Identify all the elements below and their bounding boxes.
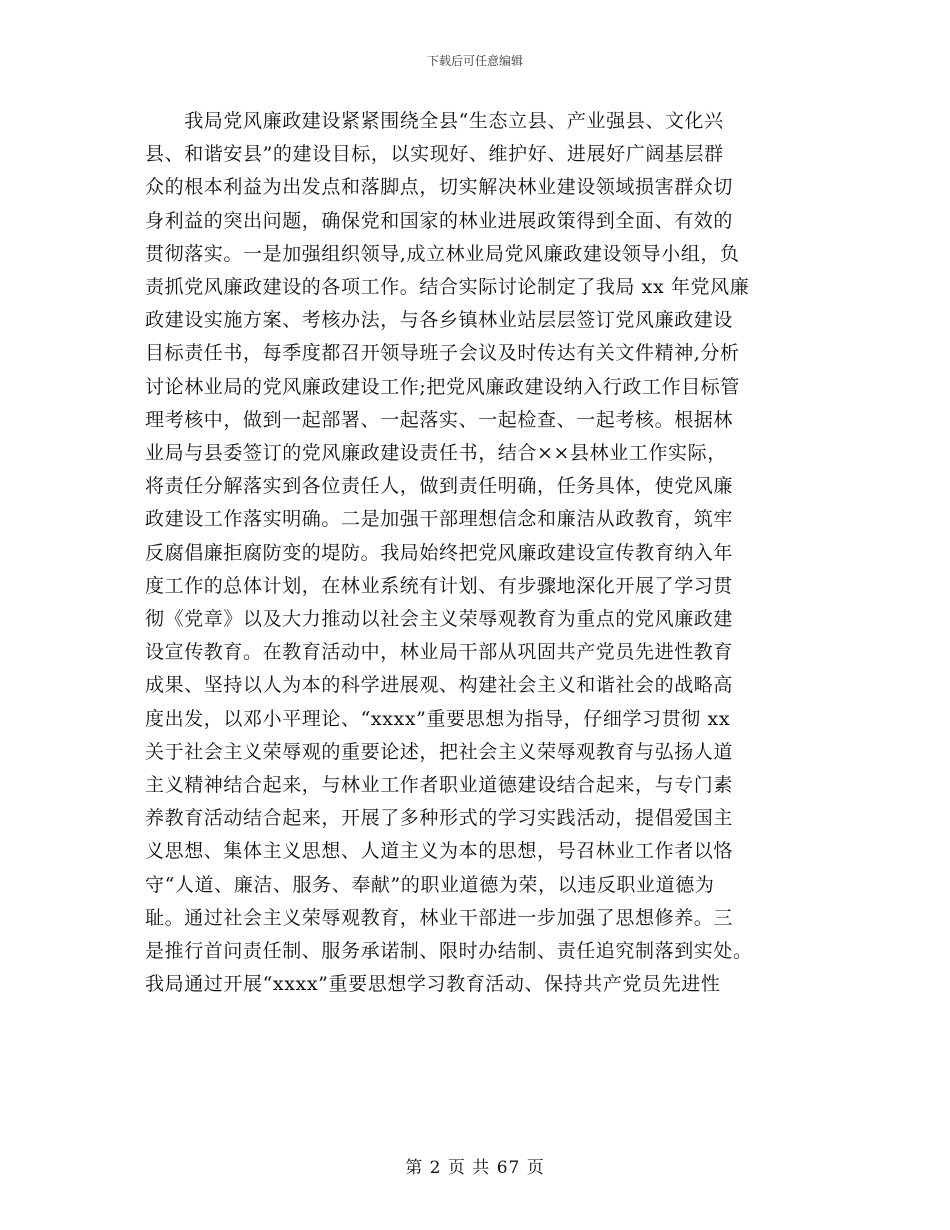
body-line: 目标责任书，每季度都召开领导班子会议及时传达有关文件精神,分析 [145, 342, 740, 365]
body-line: 反腐倡廉拒腐防变的堤防。我局始终把党风廉政建设宣传教育纳入年 [145, 541, 734, 564]
body-line: 身利益的突出问题，确保党和国家的林业进展政策得到全面、有效的 [145, 209, 734, 232]
body-line: 业局与县委签订的党风廉政建设责任书，结合××县林业工作实际， [145, 442, 727, 465]
body-line: 是推行首问责任制、服务承诺制、限时办结制、责任追究制落到实处。 [145, 940, 753, 963]
page-number-footer: 第 2 页 共 67 页 [405, 1158, 545, 1178]
body-line: 成果、坚持以人为本的科学进展观、构建社会主义和谐社会的战略高 [145, 674, 734, 697]
body-line: 政建设工作落实明确。二是加强干部理想信念和廉洁从政教育，筑牢 [145, 508, 734, 531]
body-line: 我局党风廉政建设紧紧围绕全县“生态立县、产业强县、文化兴 [145, 110, 724, 132]
body-line: 讨论林业局的党风廉政建设工作;把党风廉政建设纳入行政工作目标管 [145, 375, 741, 398]
body-line: 我局通过开展“xxxx”重要思想学习教育活动、保持共产党员先进性 [145, 973, 721, 996]
page-header-note: 下载后可任意编辑 [426, 54, 523, 68]
body-line: 主义精神结合起来，与林业工作者职业道德建设结合起来，与专门素 [145, 774, 734, 797]
body-line: 养教育活动结合起来，开展了多种形式的学习实践活动，提倡爱国主 [145, 807, 734, 830]
body-line: 贯彻落实。一是加强组织领导,成立林业局党风廉政建设领导小组，负 [145, 242, 740, 265]
body-line: 度工作的总体计划，在林业系统有计划、有步骤地深化开展了学习贯 [145, 574, 734, 597]
body-line: 责抓党风廉政建设的各项工作。结合实际讨论制定了我局 xx 年党风廉 [145, 276, 750, 299]
body-line: 度出发，以邓小平理论、“xxxx”重要思想为指导，仔细学习贯彻 xx [145, 707, 731, 730]
body-line: 义思想、集体主义思想、人道主义为本的思想，号召林业工作者以恪 [145, 840, 734, 863]
document-body [145, 105, 807, 1001]
body-line: 众的根本利益为出发点和落脚点，切实解决林业建设领域损害群众切 [145, 176, 734, 199]
body-line: 政建设实施方案、考核办法，与各乡镇林业站层层签订党风廉政建设 [145, 309, 734, 332]
body-line: 关于社会主义荣辱观的重要论述，把社会主义荣辱观教育与弘扬人道 [145, 740, 734, 763]
body-line: 县、和谐安县”的建设目标，以实现好、维护好、进展好广阔基层群 [145, 143, 724, 166]
body-line: 彻《党章》以及大力推动以社会主义荣辱观教育为重点的党风廉政建 [145, 608, 734, 631]
body-line: 将责任分解落实到各位责任人，做到责任明确，任务具体，使党风廉 [145, 475, 734, 498]
body-line: 耻。通过社会主义荣辱观教育，林业干部进一步加强了思想修养。三 [145, 906, 734, 929]
body-line: 守“人道、廉洁、服务、奉献”的职业道德为荣，以违反职业道德为 [145, 873, 715, 896]
body-line: 理考核中，做到一起部署、一起落实、一起检查、一起考核。根据林 [145, 408, 734, 431]
body-line: 设宣传教育。在教育活动中，林业局干部从巩固共产党员先进性教育 [145, 641, 734, 664]
